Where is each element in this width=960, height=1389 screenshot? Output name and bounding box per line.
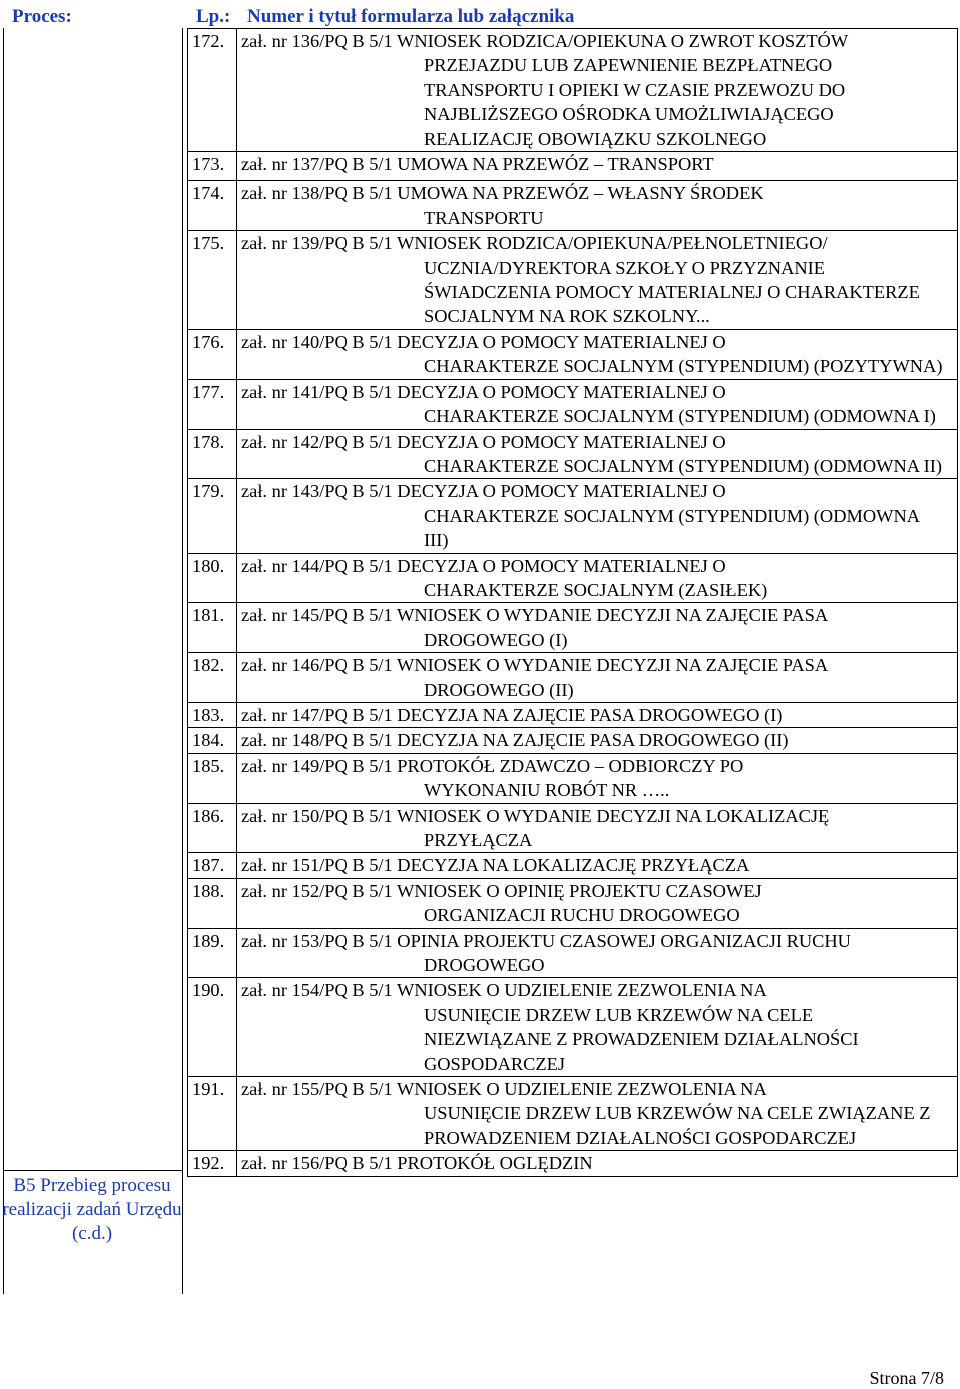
row-title-cell bbox=[237, 728, 958, 753]
row-number: 185. bbox=[188, 753, 237, 803]
row-title-cell bbox=[237, 231, 958, 330]
table-row bbox=[188, 479, 958, 553]
row-title-lead: zał. nr 148/PQ B 5/1 DECYZJA NA ZAJĘCIE PASA DROGOWEGO (II) bbox=[241, 730, 789, 751]
row-title-cell bbox=[237, 379, 958, 429]
table-row bbox=[188, 329, 958, 379]
row-title-lead: zał. nr 150/PQ B 5/1 WNIOSEK O WYDANIE DECYZJI NA LOKALIZACJĘ bbox=[241, 805, 830, 826]
table-row bbox=[188, 1077, 958, 1151]
header-lp-label: Lp.: bbox=[196, 6, 231, 27]
table-row bbox=[188, 803, 958, 853]
row-number: 177. bbox=[188, 379, 237, 429]
attachment-list-table bbox=[187, 28, 958, 1177]
row-title-lead: zał. nr 146/PQ B 5/1 WNIOSEK O WYDANIE DECYZJI NA ZAJĘCIE PASA bbox=[241, 655, 829, 676]
row-number: 186. bbox=[188, 803, 237, 853]
row-title-lead: zał. nr 136/PQ B 5/1 WNIOSEK RODZICA/OPIEKUNA O ZWROT KOSZTÓW bbox=[241, 31, 849, 51]
row-title-lead: zał. nr 143/PQ B 5/1 DECYZJA O POMOCY MATERIALNEJ O bbox=[241, 481, 726, 502]
row-title-cell bbox=[237, 853, 958, 878]
row-title-lead: zał. nr 140/PQ B 5/1 DECYZJA O POMOCY MATERIALNEJ O bbox=[241, 331, 726, 352]
side-label-top-border bbox=[3, 1170, 183, 1171]
row-title-continuation: CHARAKTERZE SOCJALNYM (ZASIŁEK) bbox=[424, 579, 768, 600]
row-title-continuation: DROGOWEGO (II) bbox=[424, 679, 574, 700]
header-proces-label: Proces: bbox=[12, 6, 72, 27]
row-number: 179. bbox=[188, 479, 237, 553]
row-title-lead: zał. nr 141/PQ B 5/1 DECYZJA O POMOCY MATERIALNEJ O bbox=[241, 381, 726, 402]
page-number: Strona 7/8 bbox=[869, 1368, 944, 1388]
row-title-lead: zał. nr 155/PQ B 5/1 WNIOSEK O UDZIELENIE ZEZWOLENIA NA bbox=[241, 1079, 767, 1100]
table-row bbox=[188, 878, 958, 928]
row-number: 182. bbox=[188, 653, 237, 703]
row-title-cell bbox=[237, 702, 958, 727]
row-title-cell bbox=[237, 181, 958, 231]
row-title-cell bbox=[237, 653, 958, 703]
table-row bbox=[188, 553, 958, 603]
table-row bbox=[188, 728, 958, 753]
row-title-lead: zał. nr 147/PQ B 5/1 DECYZJA NA ZAJĘCIE PASA DROGOWEGO (I) bbox=[241, 704, 783, 725]
row-title-cell bbox=[237, 329, 958, 379]
row-number: 172. bbox=[188, 29, 237, 152]
row-title-lead: zał. nr 151/PQ B 5/1 DECYZJA NA LOKALIZACJĘ PRZYŁĄCZA bbox=[241, 855, 750, 876]
table-row bbox=[188, 152, 958, 181]
row-title-continuation: ORGANIZACJI RUCHU DROGOWEGO bbox=[424, 905, 740, 926]
table-row bbox=[188, 429, 958, 479]
row-title-cell bbox=[237, 928, 958, 978]
table-row bbox=[188, 653, 958, 703]
row-title-lead: zał. nr 153/PQ B 5/1 OPINIA PROJEKTU CZASOWEJ ORGANIZACJI RUCHU bbox=[241, 930, 851, 951]
row-title-lead: zał. nr 138/PQ B 5/1 UMOWA NA PRZEWÓZ – WŁASNY ŚRODEK bbox=[241, 183, 764, 204]
row-number: 191. bbox=[188, 1077, 237, 1151]
table-row bbox=[188, 702, 958, 727]
left-column-divider bbox=[182, 28, 183, 1294]
row-number: 181. bbox=[188, 603, 237, 653]
table-row bbox=[188, 29, 958, 152]
row-number: 174. bbox=[188, 181, 237, 231]
row-number: 173. bbox=[188, 152, 237, 181]
row-title-continuation: CHARAKTERZE SOCJALNYM (STYPENDIUM) (ODMOWNA III) bbox=[424, 505, 920, 551]
row-title-lead: zał. nr 156/PQ B 5/1 PROTOKÓŁ OGLĘDZIN bbox=[241, 1153, 593, 1174]
attachment-list-body bbox=[188, 29, 958, 1177]
row-title-lead: zał. nr 152/PQ B 5/1 WNIOSEK O OPINIĘ PROJEKTU CZASOWEJ bbox=[241, 880, 762, 901]
row-title-continuation: USUNIĘCIE DRZEW LUB KRZEWÓW NA CELE ZWIĄZANE Z PROWADZENIEM DZIAŁALNOŚCI GOSPODARCZEJ bbox=[424, 1103, 931, 1148]
row-title-lead: zał. nr 145/PQ B 5/1 WNIOSEK O WYDANIE DECYZJI NA ZAJĘCIE PASA bbox=[241, 605, 829, 626]
row-title-cell bbox=[237, 479, 958, 553]
table-row bbox=[188, 1151, 958, 1176]
left-column-border bbox=[3, 28, 4, 1294]
row-title-continuation: PRZYŁĄCZA bbox=[424, 830, 533, 850]
row-title-cell bbox=[237, 753, 958, 803]
table-row bbox=[188, 603, 958, 653]
row-number: 183. bbox=[188, 702, 237, 727]
table-row bbox=[188, 181, 958, 231]
row-title-continuation: DROGOWEGO (I) bbox=[424, 629, 568, 650]
row-number: 187. bbox=[188, 853, 237, 878]
header-title-label: Numer i tytuł formularza lub załącznika bbox=[247, 6, 575, 27]
row-title-continuation: CHARAKTERZE SOCJALNYM (STYPENDIUM) (POZYTYWNA) bbox=[424, 356, 943, 377]
row-number: 192. bbox=[188, 1151, 237, 1176]
row-title-continuation: UCZNIA/DYREKTORA SZKOŁY O PRZYZNANIE ŚWIADCZENIA POMOCY MATERIALNEJ O CHARAKTERZE SOCJALNYM NA ROK SZKOLNY... bbox=[424, 257, 920, 327]
row-title-cell bbox=[237, 29, 958, 152]
row-number: 178. bbox=[188, 429, 237, 479]
row-title-cell bbox=[237, 803, 958, 853]
row-title-continuation: TRANSPORTU bbox=[424, 207, 544, 228]
row-number: 184. bbox=[188, 728, 237, 753]
row-title-continuation: USUNIĘCIE DRZEW LUB KRZEWÓW NA CELE NIEZWIĄZANE Z PROWADZENIEM DZIAŁALNOŚCI GOSPODARCZEJ bbox=[424, 1004, 859, 1074]
row-title-lead: zał. nr 149/PQ B 5/1 PROTOKÓŁ ZDAWCZO – ODBIORCZY PO bbox=[241, 755, 744, 776]
row-title-lead: zał. nr 139/PQ B 5/1 WNIOSEK RODZICA/OPIEKUNA/PEŁNOLETNIEGO/ bbox=[241, 233, 828, 254]
side-label: B5 Przebieg procesu realizacji zadań Urzędu (c.d.) bbox=[2, 1175, 182, 1244]
row-number: 189. bbox=[188, 928, 237, 978]
row-title-lead: zał. nr 144/PQ B 5/1 DECYZJA O POMOCY MATERIALNEJ O bbox=[241, 555, 726, 576]
table-row bbox=[188, 379, 958, 429]
row-title-cell bbox=[237, 1151, 958, 1176]
row-title-cell bbox=[237, 429, 958, 479]
row-number: 176. bbox=[188, 329, 237, 379]
row-number: 175. bbox=[188, 231, 237, 330]
row-title-continuation: CHARAKTERZE SOCJALNYM (STYPENDIUM) (ODMOWNA II) bbox=[424, 455, 942, 476]
row-title-continuation: CHARAKTERZE SOCJALNYM (STYPENDIUM) (ODMOWNA I) bbox=[424, 406, 936, 427]
row-title-cell bbox=[237, 553, 958, 603]
row-title-cell bbox=[237, 1077, 958, 1151]
row-number: 188. bbox=[188, 878, 237, 928]
table-row bbox=[188, 231, 958, 330]
row-number: 190. bbox=[188, 978, 237, 1077]
row-title-continuation: DROGOWEGO bbox=[424, 955, 545, 976]
row-title-lead: zał. nr 154/PQ B 5/1 WNIOSEK O UDZIELENIE ZEZWOLENIA NA bbox=[241, 980, 767, 1001]
row-title-lead: zał. nr 142/PQ B 5/1 DECYZJA O POMOCY MATERIALNEJ O bbox=[241, 431, 726, 452]
table-row bbox=[188, 928, 958, 978]
row-title-cell bbox=[237, 878, 958, 928]
table-row bbox=[188, 853, 958, 878]
row-title-cell bbox=[237, 152, 958, 181]
row-title-cell bbox=[237, 978, 958, 1077]
table-row bbox=[188, 978, 958, 1077]
table-row bbox=[188, 753, 958, 803]
row-title-continuation: WYKONANIU ROBÓT NR ….. bbox=[424, 780, 670, 801]
row-title-lead: zał. nr 137/PQ B 5/1 UMOWA NA PRZEWÓZ – TRANSPORT bbox=[241, 154, 714, 175]
row-number: 180. bbox=[188, 553, 237, 603]
row-title-continuation: PRZEJAZDU LUB ZAPEWNIENIE BEZPŁATNEGO TRANSPORTU I OPIEKI W CZASIE PRZEWOZU DO NAJBLIŻSZEGO OŚRODKA UMOŻLIWIAJĄCEGO REALIZACJĘ OBOWIĄZKU SZKOLNEGO bbox=[424, 55, 846, 149]
row-title-cell bbox=[237, 603, 958, 653]
